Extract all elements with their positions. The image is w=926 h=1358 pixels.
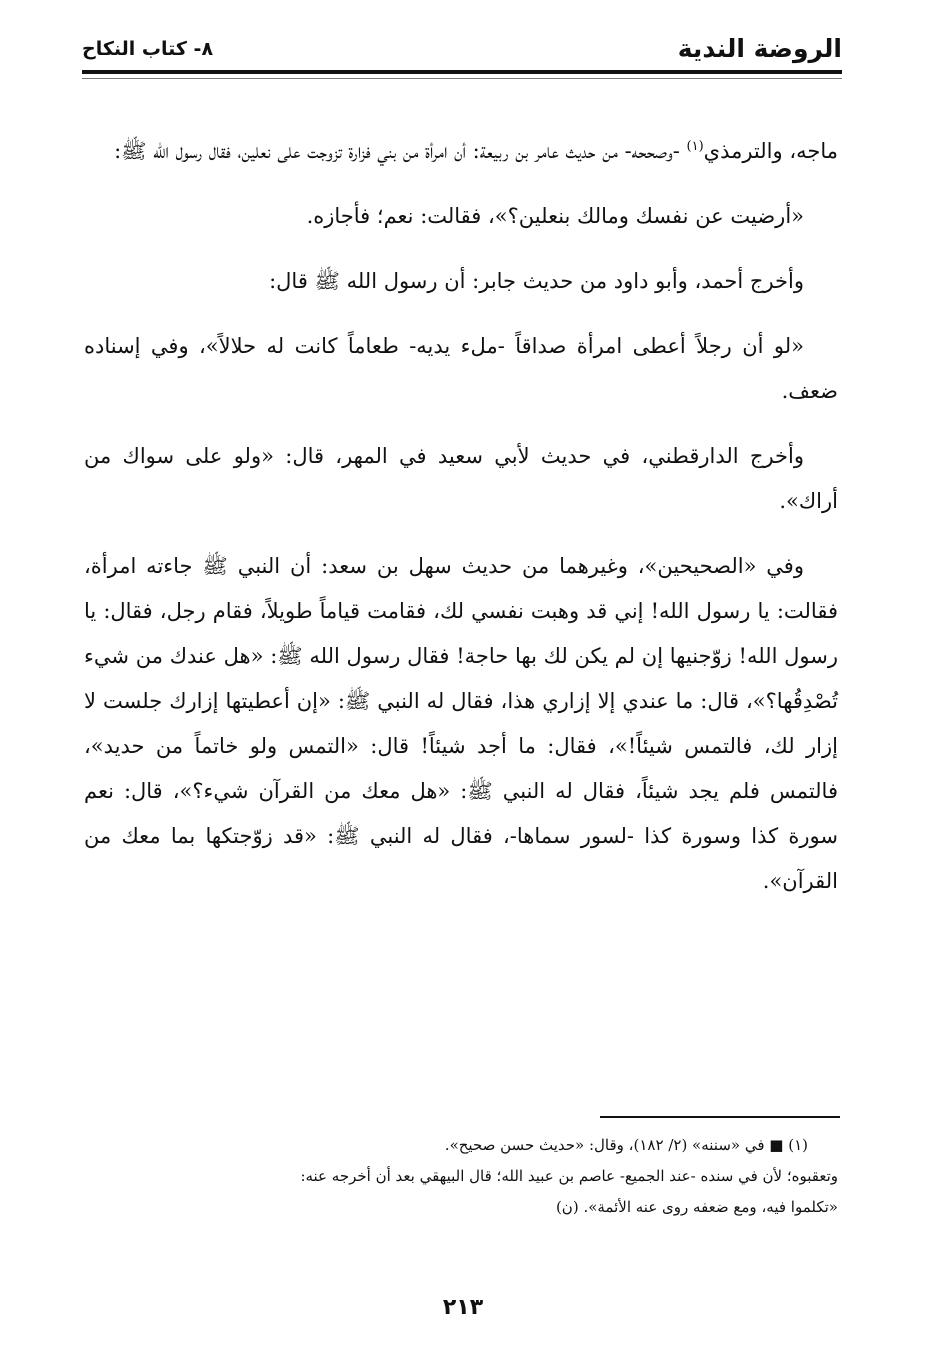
header-rule — [82, 70, 842, 74]
footnote-1-line-1: (١) ■ في «سننه» (٢/ ١٨٢)، وقال: «حديث حسن صحيح». — [444, 1136, 808, 1154]
book-title: الروضة الندية — [677, 34, 842, 63]
paragraph-2: «أرضيت عن نفسك ومالك بنعلين؟»، فقالت: نعم؛ فأجازه. — [306, 204, 804, 228]
header-rule-thin — [82, 78, 842, 79]
paragraph-4: «لو أن رجلاً أعطى امرأة صداقاً -ملء يديه- طعاماً كانت له حلالاً»، وفي إسناده ضعف. — [84, 334, 838, 403]
footnote-ref-1[interactable]: (١) — [686, 139, 704, 154]
footnote-1-line-2: وتعقبوه؛ لأن في سنده -عند الجميع- عاصم بن عبيد الله؛ قال البيهقي بعد أن أخرجه عنه: — [300, 1167, 838, 1185]
page-header — [82, 30, 842, 70]
paragraph-1-text-a: ماجه، والترمذي — [703, 139, 838, 163]
paragraph-5: وأخرج الدارقطني، في حديث لأبي سعيد في المهر، قال: «ولو على سواك من أراك». — [84, 444, 838, 513]
footnote-separator — [600, 1116, 840, 1118]
main-text — [84, 124, 838, 904]
page-number: ٢١٣ — [442, 1295, 484, 1320]
footnotes — [84, 1130, 838, 1223]
chapter-title: ٨- كتاب النكاح — [82, 38, 214, 60]
footnote-1-line-3: «تكلموا فيه، ومع ضعفه روى عنه الأئمة». (ن) — [555, 1198, 838, 1216]
paragraph-1 — [84, 124, 838, 174]
paragraph-6: وفي «الصحيحين»، وغيرهما من حديث سهل بن سعد: أن النبي ﷺ جاءته امرأة، فقالت: يا رسول الله! إني قد وهبت نفسي لك، فقامت قياماً طويلاً، فقام رجل، فقال: يا رسول الله! زوّجنيها إن لم يكن لك بها حاجة! فقال رسول الله ﷺ: «هل عندك من شيء تُصْدِقُها؟»، قال: ما عندي إلا إزاري هذا، فقال له النبي ﷺ: «إن أعطيتها إزارك جلست لا إزار لك، فالتمس شيئاً!»، فقال: ما أجد شيئاً! قال: «التمس ولو خاتماً من حديد»، فالتمس فلم يجد شيئاً، فقال له النبي ﷺ: «هل معك من القرآن شيء؟»، قال: نعم سورة كذا وسورة كذا -لسور سماها-، فقال له النبي ﷺ: «قد زوّجتكها بما معك من القرآن». — [84, 554, 838, 893]
paragraph-1-text-b: -وصححه- من حديث عامر بن ربيعة: أن امرأة من بني فزارة تزوجت على نعلين، فقال رسول الله ﷺ: — [114, 139, 687, 163]
paragraph-3: وأخرج أحمد، وأبو داود من حديث جابر: أن رسول الله ﷺ قال: — [269, 269, 804, 293]
